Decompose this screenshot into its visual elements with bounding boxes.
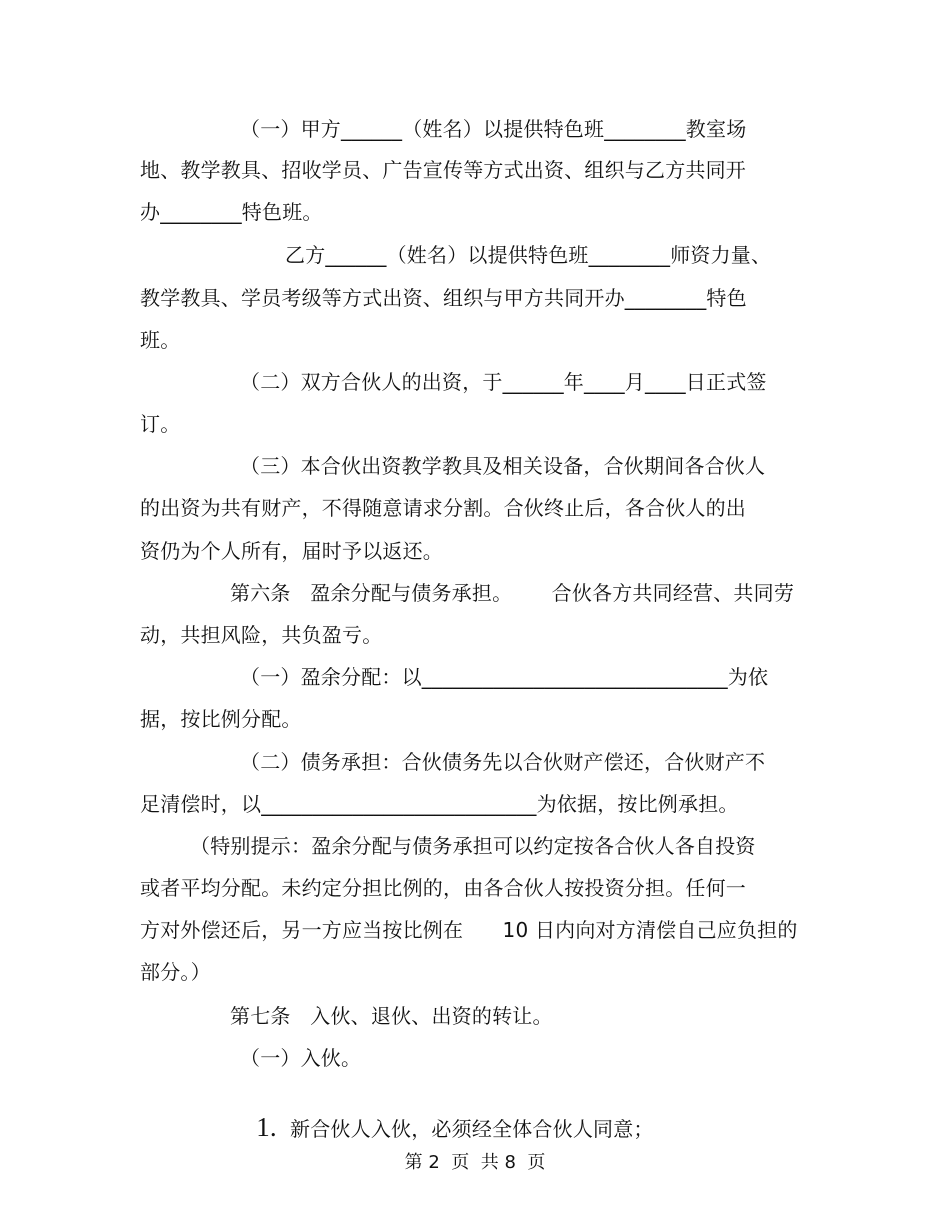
paragraph-line: 资仍为个人所有，届时予以返还。 [140,539,443,563]
paragraph-line: 教学教具、学员考级等方式出资、组织与甲方共同开办________特色 [140,286,747,310]
note-line: 方对外偿还后，另一方应当按比例在 10 日内向对方清偿自己应负担的 [140,918,798,942]
paragraph-line: （一）甲方______（姓名）以提供特色班________教室场 [240,117,747,141]
paragraph-line: 的出资为共有财产，不得随意请求分割。合伙终止后，各合伙人的出 [140,496,746,520]
paragraph-line: （三）本合伙出资教学教具及相关设备，合伙期间各合伙人 [240,454,766,478]
paragraph-line: （二）债务承担：合伙债务先以合伙财产偿还，合伙财产不 [240,750,766,774]
paragraph-line: （一）盈余分配：以______________________________为依 [240,665,769,689]
paragraph-line: 办________特色班。 [140,200,323,224]
paragraph-line: （二）双方合伙人的出资，于______年____月____日正式签 [240,370,767,394]
paragraph-line: 足清偿时，以___________________________为依据，按比例承担。 [140,792,739,816]
paragraph-line: 动，共担风险，共负盈亏。 [140,623,383,647]
list-item-number: 1. [256,1112,277,1142]
note-line: 或者平均分配。未约定分担比例的，由各合伙人按投资分担。任何一 [140,876,746,900]
paragraph-line: 乙方______（姓名）以提供特色班________师资力量、 [285,243,772,267]
paragraph-line: （一）入伙。 [240,1046,362,1070]
note-line: （特别提示：盈余分配与债务承担可以约定按各合伙人各自投资 [190,834,756,858]
paragraph-line: 订。 [140,412,181,436]
list-item-text: 新合伙人入伙，必须经全体合伙人同意； [290,1117,654,1141]
note-line: 部分。） [140,960,211,984]
article-heading-line: 第六条 盈余分配与债务承担。 合伙各方共同经营、共同劳 [230,581,795,605]
paragraph-line: 地、教学教具、招收学员、广告宣传等方式出资、组织与乙方共同开 [140,158,746,182]
paragraph-line: 据，按比例分配。 [140,707,302,731]
article-heading-line: 第七条 入伙、退伙、出资的转让。 [230,1004,553,1028]
paragraph-line: 班。 [140,328,181,352]
page-footer: 第 2 页 共 8 页 [404,1152,546,1173]
